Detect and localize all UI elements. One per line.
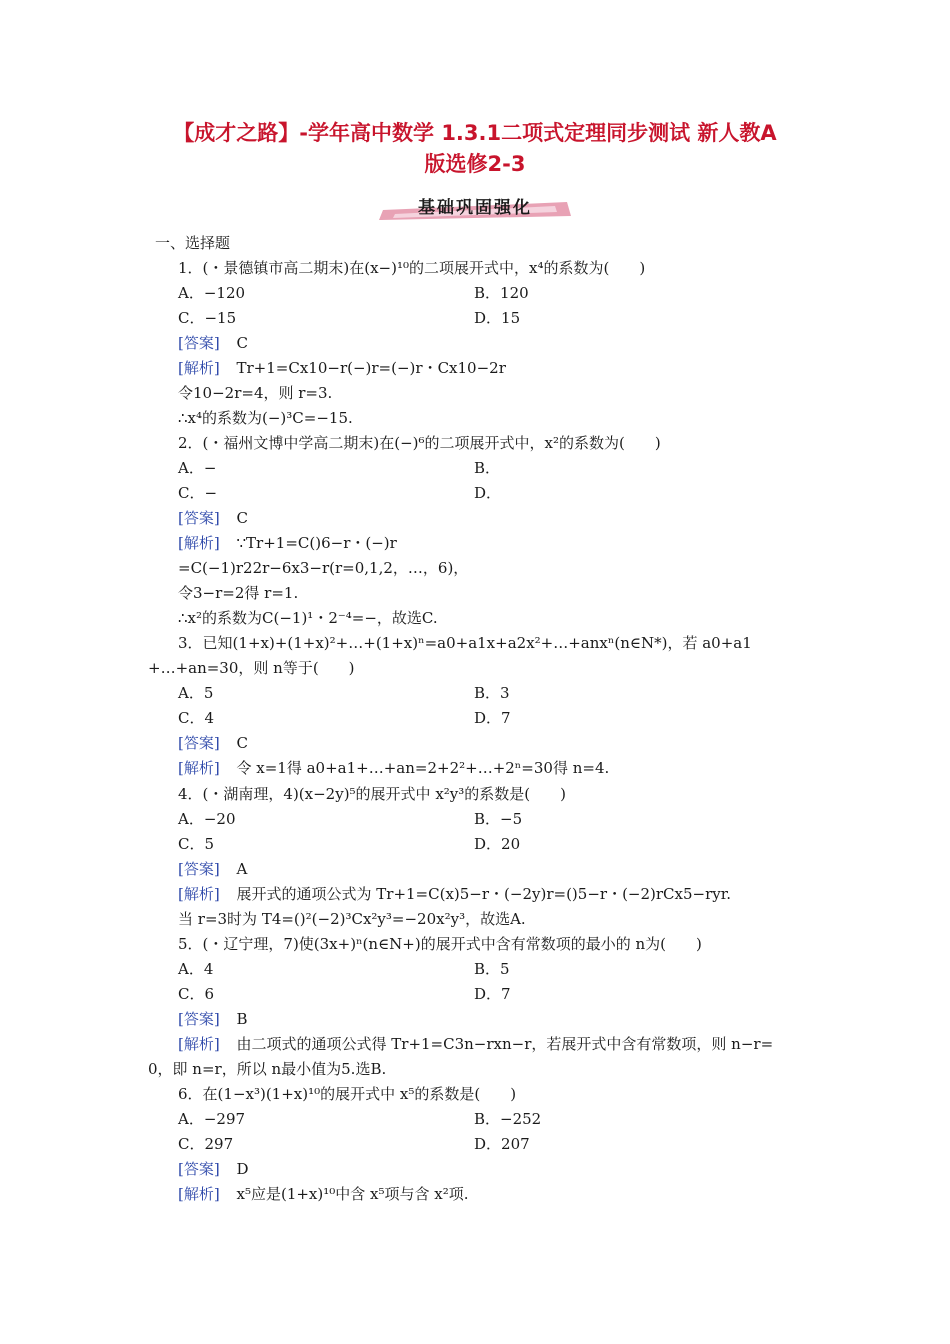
q4-option-c: C．5 [178,835,215,853]
document-title [100,118,850,180]
q4-stem: 4．(・湖南理，4)(x−2y)⁵的展开式中 x²y³的系数是( ) [178,785,566,803]
q3-option-d: D．7 [474,709,511,727]
answer-value: C [236,509,248,527]
analysis-text: 令 x=1得 a0+a1+…+an=2+2²+…+2ⁿ=30得 n=4. [236,759,610,777]
q3-option-c: C．4 [178,709,215,727]
answer-value: C [236,334,248,352]
q1-option-c: C．−15 [178,309,237,327]
q6-answer-row [178,1159,249,1179]
q1-option-a: A．−120 [178,284,246,302]
answer-tag: [答案] [178,860,220,878]
analysis-text: 展开式的通项公式为 Tr+1=C(x)5−r・(−2y)r=()5−r・(−2)rCx5−ryr. [236,885,732,903]
q2-option-a: A．− [178,459,217,477]
analysis-tag: [解析] [178,1185,220,1203]
q4-step-1: 当 r=3时为 T4=()²(−2)³Cx²y³=−20x²y³，故选A. [178,910,526,928]
q4-analysis-row [178,884,731,904]
q2-step-3: ∴x²的系数为C(−1)¹・2⁻⁴=−，故选C. [178,609,438,627]
analysis-tag: [解析] [178,885,220,903]
q5-stem: 5．(・辽宁理，7)使(3x+)ⁿ(n∈N+)的展开式中含有常数项的最小的 n为( ) [178,935,702,953]
q1-analysis-row [178,358,506,378]
q1-option-b: B．120 [474,284,529,302]
analysis-tag: [解析] [178,534,220,552]
q4-option-a: A．−20 [178,810,236,828]
answer-tag: [答案] [178,509,220,527]
q2-analysis-row [178,533,397,553]
title-line-1: 【成才之路】-学年高中数学 1.3.1二项式定理同步测试 新人教A [173,121,777,145]
q1-step-2: ∴x⁴的系数为(−)³C=−15. [178,409,353,427]
q5-option-d: D．7 [474,985,511,1003]
answer-tag: [答案] [178,334,220,352]
answer-value: C [236,734,248,752]
q5-step-1: 0，即 n=r，所以 n最小值为5.选B. [148,1060,387,1078]
q4-option-d: D．20 [474,835,521,853]
q6-option-b: B．−252 [474,1110,542,1128]
q2-step-2: 令3−r=2得 r=1. [178,584,299,602]
q1-step-1: 令10−2r=4，则 r=3. [178,384,333,402]
q2-stem: 2．(・福州文博中学高二期末)在(−)⁶的二项展开式中，x²的系数为( ) [178,434,661,452]
q3-option-a: A．5 [178,684,214,702]
q6-option-a: A．−297 [178,1110,246,1128]
q2-option-b: B． [474,459,501,477]
q5-analysis-row [178,1034,773,1054]
q5-option-b: B．5 [474,960,510,978]
q6-option-c: C．297 [178,1135,234,1153]
q6-option-d: D．207 [474,1135,530,1153]
q6-stem: 6．在(1−x³)(1+x)¹⁰的展开式中 x⁵的系数是( ) [178,1085,517,1103]
answer-tag: [答案] [178,1160,220,1178]
q5-option-c: C．6 [178,985,215,1003]
q4-option-b: B．−5 [474,810,523,828]
section-heading: 一、选择题 [155,234,231,252]
analysis-tag: [解析] [178,359,220,377]
q1-stem: 1．(・景德镇市高二期末)在(x−)¹⁰的二项展开式中，x⁴的系数为( ) [178,259,646,277]
analysis-tag: [解析] [178,759,220,777]
q3-stem-continued: +…+an=30，则 n等于( ) [148,659,355,677]
answer-value: A [236,860,248,878]
q1-option-d: D．15 [474,309,521,327]
analysis-text: 由二项式的通项公式得 Tr+1=C3n−rxn−r，若展开式中含有常数项，则 n−r= [236,1035,774,1053]
title-line-2: 版选修2-3 [424,152,526,176]
answer-value: B [236,1010,248,1028]
analysis-tag: [解析] [178,1035,220,1053]
analysis-text: Tr+1=Cx10−r(−)r=(−)r・Cx10−2r [236,359,506,377]
q2-option-c: C．− [178,484,218,502]
q2-option-d: D． [474,484,502,502]
answer-value: D [236,1160,249,1178]
q5-option-a: A．4 [178,960,214,978]
q2-answer-row [178,508,248,528]
q1-answer-row [178,333,248,353]
q5-answer-row [178,1009,248,1029]
q3-stem: 3．已知(1+x)+(1+x)²+…+(1+x)ⁿ=a0+a1x+a2x²+…+anxⁿ(n∈N*)，若 a0+a1 [178,634,752,652]
answer-tag: [答案] [178,734,220,752]
banner-heading: 基础巩固强化 [418,198,532,218]
q3-answer-row [178,733,248,753]
q3-analysis-row [178,758,609,778]
answer-tag: [答案] [178,1010,220,1028]
analysis-text: x⁵应是(1+x)¹⁰中含 x⁵项与含 x²项. [236,1185,469,1203]
q6-analysis-row [178,1184,469,1204]
q3-option-b: B．3 [474,684,510,702]
analysis-text: ∵Tr+1=C()6−r・(−)r [236,534,397,552]
q2-step-1: =C(−1)r22r−6x3−r(r=0,1,2，…，6)， [178,559,469,577]
q4-answer-row [178,859,247,879]
